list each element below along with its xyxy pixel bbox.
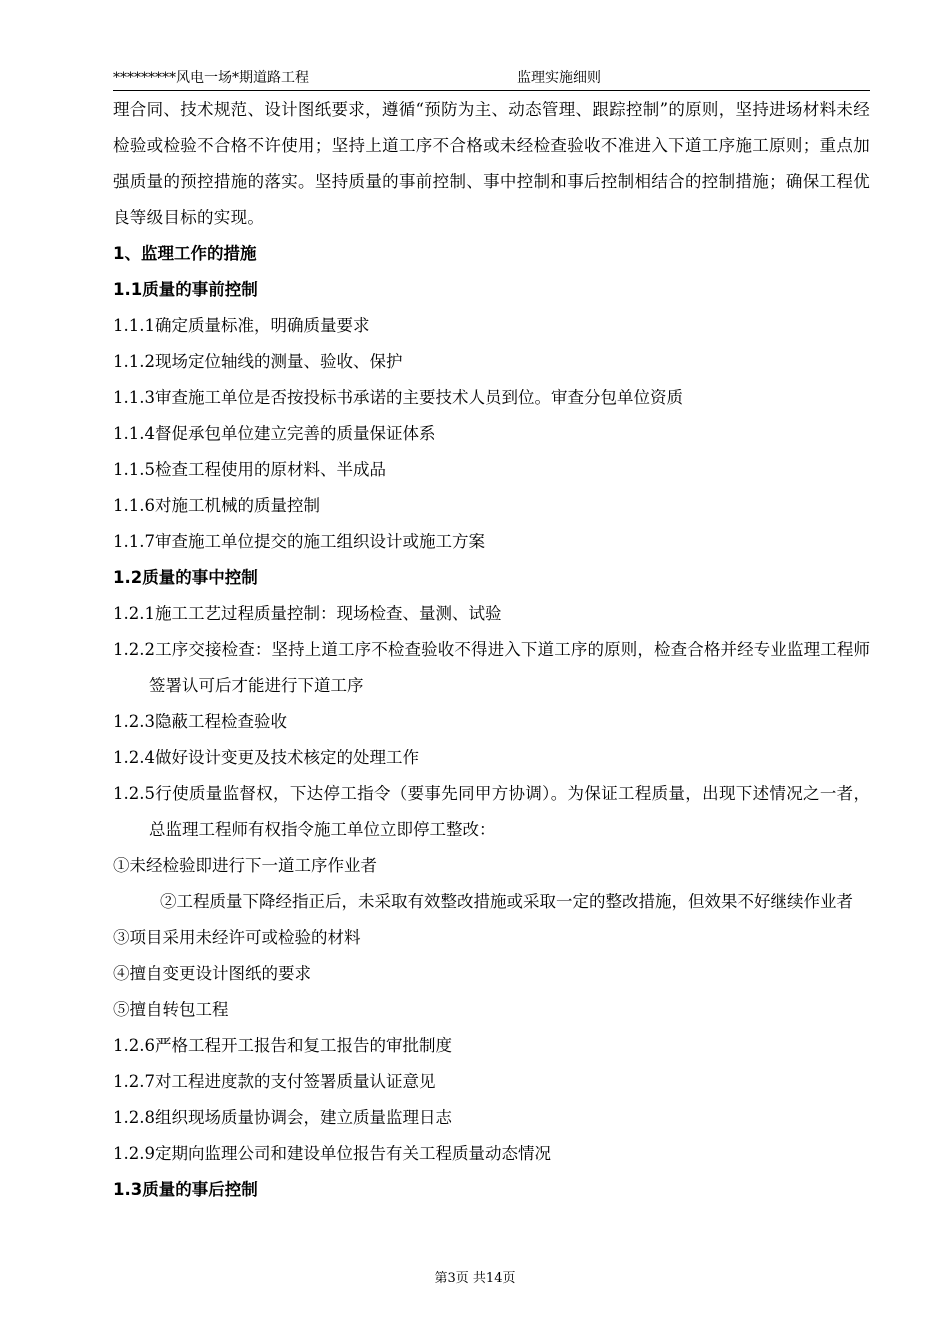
list-item: 1.2.1施工工艺过程质量控制：现场检查、量测、试验: [113, 604, 502, 623]
sub-list-item: ⑤擅自转包工程: [113, 1000, 229, 1019]
sub-list-item: ②工程质量下降经指正后，未采取有效整改措施或采取一定的整改措施，但效果不好继续作业者: [160, 892, 853, 911]
list-item: 1.2.9定期向监理公司和建设单位报告有关工程质量动态情况: [113, 1144, 551, 1163]
sub-list-item: ④擅自变更设计图纸的要求: [113, 964, 311, 983]
list-item: 1.1.2现场定位轴线的测量、验收、保护: [113, 352, 403, 371]
document-body: [113, 92, 870, 1208]
section-heading-1-1: 1.1质量的事前控制: [113, 280, 258, 299]
list-item: 1.2.7对工程进度款的支付签署质量认证意见: [113, 1072, 436, 1091]
list-item: 1.1.3审查施工单位是否按投标书承诺的主要技术人员到位。审查分包单位资质: [113, 388, 683, 407]
list-item: 1.2.8组织现场质量协调会，建立质量监理日志: [113, 1108, 452, 1127]
list-item: 1.2.2工序交接检查：坚持上道工序不检查验收不得进入下道工序的原则，检查合格并经专业监理工程师签署认可后才能进行下道工序: [113, 640, 870, 695]
list-item: 1.1.5检查工程使用的原材料、半成品: [113, 460, 386, 479]
list-item: 1.1.4督促承包单位建立完善的质量保证体系: [113, 424, 436, 443]
section-heading-1-3: 1.3质量的事后控制: [113, 1180, 258, 1199]
header-document-title: 监理实施细则: [517, 70, 601, 86]
list-item: 1.2.4做好设计变更及技术核定的处理工作: [113, 748, 419, 767]
list-item: 1.2.5行使质量监督权，下达停工指令（要事先同甲方协调）。为保证工程质量，出现下述情况之一者，总监理工程师有权指令施工单位立即停工整改：: [113, 784, 870, 839]
header-project-name: *********风电一场*期道路工程: [113, 70, 309, 86]
list-item: 1.2.6严格工程开工报告和复工报告的审批制度: [113, 1036, 452, 1055]
section-heading-1-2: 1.2质量的事中控制: [113, 568, 258, 587]
list-item: 1.1.7审查施工单位提交的施工组织设计或施工方案: [113, 532, 485, 551]
intro-paragraph: 理合同、技术规范、设计图纸要求，遵循“预防为主、动态管理、跟踪控制”的原则，坚持进场材料未经检验或检验不合格不许使用；坚持上道工序不合格或未经检查验收不准进入下道工序施工原则；重点加强质量的预控措施的落实。坚持质量的事前控制、事中控制和事后控制相结合的控制措施；确保工程优良等级目标的实现。: [113, 100, 870, 227]
sub-list-item: ①未经检验即进行下一道工序作业者: [113, 856, 377, 875]
page-header: [113, 68, 870, 91]
section-heading-1: 1、监理工作的措施: [113, 244, 257, 263]
page-number: 第3页 共14页: [434, 1271, 516, 1286]
list-item: 1.2.3隐蔽工程检查验收: [113, 712, 287, 731]
page-footer: [0, 1270, 950, 1288]
list-item: 1.1.1确定质量标准，明确质量要求: [113, 316, 370, 335]
list-item: 1.1.6对施工机械的质量控制: [113, 496, 320, 515]
sub-list-item: ③项目采用未经许可或检验的材料: [113, 928, 361, 947]
